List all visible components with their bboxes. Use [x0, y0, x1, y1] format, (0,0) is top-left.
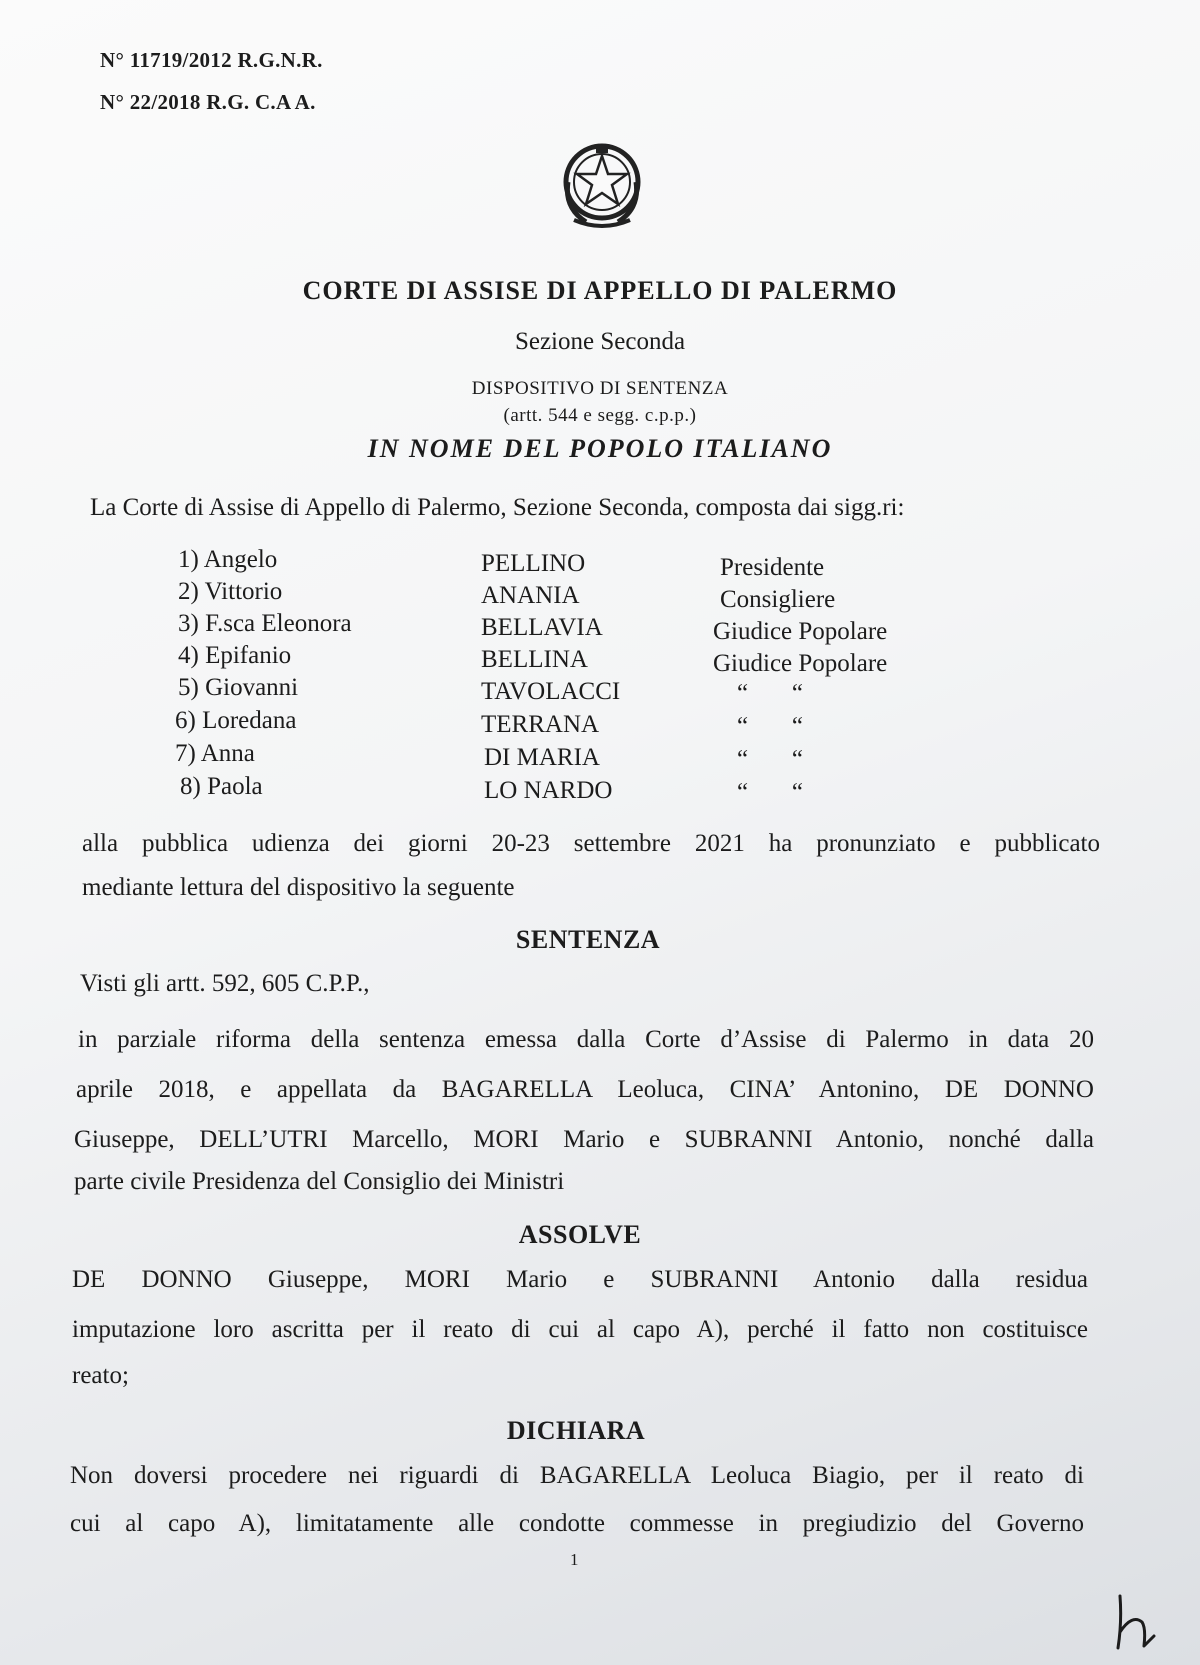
handwritten-initial-icon — [1112, 1592, 1160, 1652]
visti-line: Visti gli artt. 592, 605 C.P.P., — [80, 970, 370, 997]
member-name: 6) Loredana — [175, 707, 297, 734]
assolve-line: imputazione loro ascritta per il reato di cui al capo A), perché il fatto non costituisce — [72, 1316, 1088, 1343]
document-type: DISPOSITIVO DI SENTENZA — [471, 378, 729, 399]
member-surname: TAVOLACCI — [481, 678, 621, 705]
member-name: 5) Giovanni — [178, 674, 299, 701]
intro-line: La Corte di Assise di Appello di Palermo, Sezione Seconda, composta dai sigg.ri: — [90, 494, 905, 521]
member-name: 1) Angelo — [178, 546, 278, 573]
member-surname: BELLINA — [481, 646, 588, 673]
popolo-italiano-motto: IN NOME DEL POPOLO ITALIANO — [367, 434, 833, 463]
court-title: CORTE DI ASSISE DI APPELLO DI PALERMO — [302, 276, 898, 305]
member-role-ditto: “ “ — [737, 680, 803, 707]
member-role-ditto: “ “ — [737, 779, 803, 806]
member-surname: PELLINO — [481, 550, 586, 577]
hearing-line: mediante lettura del dispositivo la seguente — [82, 874, 515, 901]
member-name: 4) Epifanio — [178, 642, 292, 669]
case-number-rgcaa: N° 22/2018 R.G. C.A A. — [100, 90, 316, 114]
assolve-line: reato; — [72, 1362, 129, 1389]
member-role-ditto: “ “ — [737, 713, 803, 740]
member-role: Consigliere — [720, 586, 836, 613]
sentenza-line: in parziale riforma della sentenza emessa dalla Corte d’Assise di Palermo in data 20 — [78, 1026, 1094, 1053]
member-name: 2) Vittorio — [178, 578, 283, 605]
dichiara-line: cui al capo A), limitatamente alle condotte commesse in pregiudizio del Governo — [70, 1510, 1084, 1537]
member-surname: LO NARDO — [484, 777, 613, 804]
assolve-line: DE DONNO Giuseppe, MORI Mario e SUBRANNI Antonio dalla residua — [72, 1266, 1088, 1293]
member-role-ditto: “ “ — [737, 746, 803, 773]
member-surname: BELLAVIA — [481, 614, 603, 641]
italian-republic-emblem-icon — [556, 138, 648, 234]
sentenza-line: Giuseppe, DELL’UTRI Marcello, MORI Mario e SUBRANNI Antonio, nonché dalla — [74, 1126, 1094, 1153]
member-role: Giudice Popolare — [713, 618, 888, 645]
hearing-line: alla pubblica udienza dei giorni 20-23 settembre 2021 ha pronunziato e pubblicato — [82, 830, 1100, 857]
member-role: Giudice Popolare — [713, 650, 888, 677]
sentenza-line: aprile 2018, e appellata da BAGARELLA Leoluca, CINA’ Antonino, DE DONNO — [76, 1076, 1094, 1103]
member-name: 8) Paola — [180, 773, 263, 800]
member-role: Presidente — [720, 554, 825, 581]
member-name: 3) F.sca Eleonora — [178, 610, 352, 637]
case-number-rgnr: N° 11719/2012 R.G.N.R. — [100, 48, 323, 72]
sentenza-heading: SENTENZA — [515, 925, 661, 954]
page-number: 1 — [570, 1550, 579, 1569]
dichiara-heading: DICHIARA — [506, 1416, 646, 1445]
court-section: Sezione Seconda — [514, 328, 686, 355]
member-name: 7) Anna — [175, 740, 255, 767]
articles-reference: (artt. 544 e segg. c.p.p.) — [503, 405, 697, 426]
assolve-heading: ASSOLVE — [518, 1220, 642, 1249]
member-surname: TERRANA — [481, 711, 600, 738]
member-surname: DI MARIA — [484, 744, 600, 771]
dichiara-line: Non doversi procedere nei riguardi di BAGARELLA Leoluca Biagio, per il reato di — [70, 1462, 1084, 1489]
sentenza-line: parte civile Presidenza del Consiglio dei Ministri — [74, 1168, 565, 1195]
member-surname: ANANIA — [481, 582, 580, 609]
